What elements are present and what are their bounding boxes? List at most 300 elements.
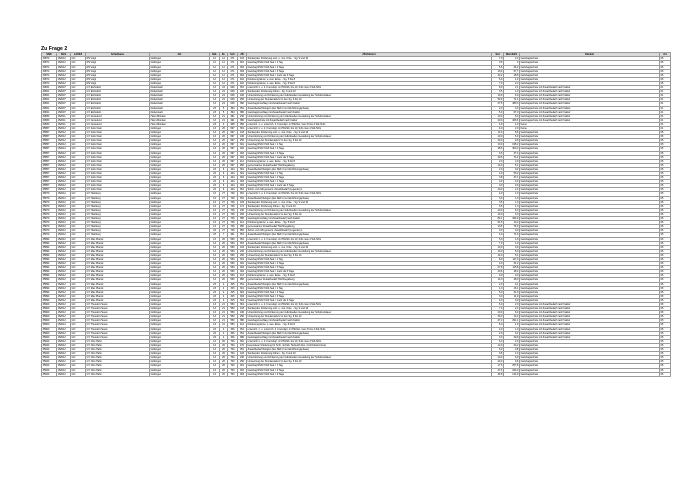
table-cell: GY Hainberg: [86, 208, 150, 212]
table-cell: 31,2: [504, 262, 520, 266]
table-cell: Ganztag RS/GY/GS Sek. I 3 Tage: [247, 372, 492, 376]
table-cell: Ganztagsschule: [520, 266, 660, 270]
table-cell: 649: [228, 102, 238, 106]
table-cell: 1,0: [504, 192, 520, 196]
table-cell: 152012: [57, 233, 71, 237]
table-cell: 17,5: [492, 364, 504, 368]
table-cell: Ganztagsschule: [520, 163, 660, 167]
table-cell: 35857: [42, 126, 57, 130]
table-cell: 01: [660, 122, 671, 126]
table-cell: 23: [210, 110, 220, 114]
table-cell: 649: [228, 86, 238, 90]
table-cell: Ganztagsschule: [520, 212, 660, 216]
table-cell: GY Hainberg: [86, 225, 150, 229]
table-cell: 950: [238, 229, 247, 233]
table-cell: 05: [660, 286, 671, 290]
table-cell: 26: [220, 163, 228, 167]
table-cell: Göttingen: [150, 253, 210, 257]
table-cell: 13: [210, 192, 220, 196]
table-cell: Zusatzbedarf Religion (bei SEK II nur Einführungsphase): [247, 348, 492, 352]
table-cell: GÖ: [71, 266, 86, 270]
table-cell: Förderung Einwr. u. aus. Erste. - Sg. 5 bis 8: [247, 274, 492, 278]
table-cell: 24: [220, 94, 228, 98]
table-cell: 152012: [57, 167, 71, 171]
table-cell: 13: [210, 257, 220, 261]
table-cell: Zusatzbedarf Religion (bei SEK II nur Einführungsphase): [247, 331, 492, 335]
table-cell: Ganztagsschule: [520, 237, 660, 241]
table-cell: 152012: [57, 208, 71, 212]
table-cell: Sonderpäd. Förderung höhen - Sg. 9 und 10: [247, 352, 492, 356]
table-cell: GY Felix Klein: [86, 163, 150, 167]
table-cell: Ganztagsschule: [520, 131, 660, 135]
table-cell: 13: [210, 126, 220, 130]
table-cell: 01: [660, 106, 671, 110]
table-cell: Ganztagsschule: [520, 180, 660, 184]
table-cell: GÖ: [71, 364, 86, 368]
table-cell: 301: [238, 172, 247, 176]
table-cell: Ganztagsschule mit Zusatzbedarf nach Faktor: [520, 106, 660, 110]
table-cell: Göttingen: [150, 372, 210, 376]
table-cell: Ganztagsschule: [520, 364, 660, 368]
table-cell: 152012: [57, 192, 71, 196]
table-cell: 26: [220, 339, 228, 343]
table-cell: 301: [238, 143, 247, 147]
table-cell: 697: [228, 131, 238, 135]
table-cell: 23: [210, 327, 220, 331]
table-cell: 530: [228, 278, 238, 282]
table-cell: 410: [238, 77, 247, 81]
table-cell: GY Felix Klein: [86, 151, 150, 155]
table-cell: 152012: [57, 212, 71, 216]
table-cell: Göttingen: [150, 176, 210, 180]
table-cell: Ganztag RS/GY/GS Sek. I 1 Tag: [247, 143, 492, 147]
table-cell: 300,2: [504, 147, 520, 151]
table-cell: 4: [220, 294, 228, 298]
table-cell: GÖ: [71, 290, 86, 294]
table-cell: Unterstützung und Förderung der individuellen Gestaltung der Schulzeitdauer: [247, 311, 492, 315]
table-cell: Umsetzung der Stundentafel 2 in den Sg. 6 bis 10: [247, 139, 492, 143]
table-cell: 21: [220, 319, 228, 323]
table-cell: 23: [210, 290, 220, 294]
column-header: KL: [220, 53, 228, 57]
table-cell: 700: [228, 348, 238, 352]
table-cell: 26: [220, 343, 228, 347]
table-cell: RS Voigt: [86, 65, 150, 69]
table-cell: unterricht 1. u. 2. Fremdspr. im Pflichtb. bis 10, SJG max 4 Std./SJG: [247, 339, 492, 343]
table-cell: 13: [210, 114, 220, 118]
table-cell: 23: [210, 286, 220, 290]
table-cell: 30821: [42, 86, 57, 90]
table-cell: 291,1: [504, 319, 520, 323]
table-cell: 152012: [57, 131, 71, 135]
table-cell: Umsetzung der Stundentafel 2 in den Sg. 6 bis 10: [247, 315, 492, 319]
table-cell: GY Max Planck: [86, 290, 150, 294]
table-cell: Göttingen: [150, 290, 210, 294]
table-cell: GÖ: [71, 81, 86, 85]
table-cell: Ganztagsschule mit Zusatzbedarf nach Faktor: [520, 331, 660, 335]
table-cell: 144,9: [504, 372, 520, 376]
table-cell: 394: [228, 106, 238, 110]
table-cell: 0,0: [492, 298, 504, 302]
table-cell: GÖ: [71, 204, 86, 208]
table-cell: 13: [210, 368, 220, 372]
table-cell: 2,0: [504, 339, 520, 343]
table-cell: 351: [238, 327, 247, 331]
table-cell: 649: [228, 98, 238, 102]
table-cell: Göttingen: [150, 274, 210, 278]
table-cell: 14,4: [504, 315, 520, 319]
table-cell: 491: [228, 118, 238, 122]
table-cell: 3,3: [492, 335, 504, 339]
table-cell: 152012: [57, 61, 71, 65]
table-cell: 05: [660, 229, 671, 233]
table-cell: Göttingen: [150, 335, 210, 339]
table-cell: 20: [220, 249, 228, 253]
table-cell: 4: [220, 290, 228, 294]
table-cell: GY Max Planck: [86, 241, 150, 245]
table-cell: 71,1: [504, 98, 520, 102]
table-cell: 05: [660, 217, 671, 221]
table-cell: 412: [238, 221, 247, 225]
table-cell: GÖ: [71, 225, 86, 229]
table-cell: 550: [228, 307, 238, 311]
table-cell: 10,0: [492, 311, 504, 315]
table-cell: 2,2: [504, 81, 520, 85]
table-cell: GÖ: [71, 323, 86, 327]
table-cell: 530: [228, 245, 238, 249]
table-cell: Ganztagsschule: [520, 200, 660, 204]
table-cell: 152012: [57, 184, 71, 188]
table-cell: 35924: [42, 360, 57, 364]
table-cell: 35924: [42, 339, 57, 343]
table-cell: 8,0: [492, 257, 504, 261]
table-cell: 410: [238, 81, 247, 85]
table-cell: 950: [238, 163, 247, 167]
table-cell: Göttingen: [150, 159, 210, 163]
table-cell: 47,2: [492, 319, 504, 323]
table-cell: 7,0: [492, 57, 504, 61]
table-cell: 2,0: [492, 159, 504, 163]
table-cell: 6,0: [504, 311, 520, 315]
table-cell: 35894: [42, 245, 57, 249]
table-cell: 152007: [57, 94, 71, 98]
table-cell: GY Max Planck: [86, 253, 150, 257]
table-cell: GÖ: [71, 307, 86, 311]
table-cell: 4,9: [492, 262, 504, 266]
table-cell: 2,2: [504, 188, 520, 192]
table-cell: 26: [220, 348, 228, 352]
table-cell: Duderstadt: [150, 86, 210, 90]
table-cell: 30872: [42, 73, 57, 77]
table-cell: GÖ: [71, 192, 86, 196]
table-cell: 271: [228, 81, 238, 85]
table-cell: GY Hainberg: [86, 221, 150, 225]
table-cell: 0: [504, 61, 520, 65]
table-cell: 749: [228, 217, 238, 221]
table-cell: GY Max Planck: [86, 278, 150, 282]
table-cell: 35870: [42, 200, 57, 204]
table-cell: 240: [238, 311, 247, 315]
table-cell: 05: [660, 151, 671, 155]
table-cell: 303: [238, 372, 247, 376]
table-cell: Ganztagsschule: [520, 270, 660, 274]
table-cell: GÖ: [71, 356, 86, 360]
table-cell: 303: [238, 294, 247, 298]
table-cell: 1,3: [504, 90, 520, 94]
table-cell: 05: [660, 57, 671, 61]
table-cell: 26: [220, 131, 228, 135]
table-cell: 749: [228, 208, 238, 212]
table-cell: 13: [210, 159, 220, 163]
table-cell: 26: [220, 143, 228, 147]
table-cell: Ganztagsschule: [520, 372, 660, 376]
table-cell: 1,0: [492, 286, 504, 290]
table-cell: 152012: [57, 225, 71, 229]
table-cell: GÖ: [71, 262, 86, 266]
table-cell: 30872: [42, 77, 57, 81]
table-cell: 30821: [42, 90, 57, 94]
table-cell: 67,0: [504, 110, 520, 114]
table-cell: Ganztagsschule mit Zusatzbedarf nach Faktor: [520, 114, 660, 118]
table-cell: Ganztagsschule: [520, 368, 660, 372]
table-cell: 05: [660, 298, 671, 302]
table-cell: Göttingen: [150, 327, 210, 331]
table-cell: 0,0: [504, 180, 520, 184]
table-cell: Göttingen: [150, 180, 210, 184]
table-cell: 257,8: [504, 364, 520, 368]
table-cell: 05: [660, 77, 671, 81]
table-cell: 24,2: [504, 343, 520, 347]
table-cell: Ganztag RS/GY/GS Sek. I 2 Tage: [247, 147, 492, 151]
table-cell: Schul- vom Mit gemeint. Zusatzbedarf (Legende) 1: [247, 229, 492, 233]
table-cell: GÖ: [71, 368, 86, 372]
table-cell: 30872: [42, 65, 57, 69]
table-cell: Ganztagsschule: [520, 184, 660, 188]
table-cell: 5,0: [492, 237, 504, 241]
table-cell: 23: [210, 106, 220, 110]
table-cell: Ganztagsschule: [520, 274, 660, 278]
table-cell: 35894: [42, 274, 57, 278]
table-cell: Unterstützung und Förderung der individuellen Gestaltung der Schulzeitdauer: [247, 249, 492, 253]
table-cell: Göttingen: [150, 339, 210, 343]
table-cell: 3,3: [504, 212, 520, 216]
table-cell: 8,6: [504, 131, 520, 135]
table-cell: 05: [660, 372, 671, 376]
table-cell: 01: [660, 110, 671, 114]
table-cell: 152012: [57, 290, 71, 294]
table-cell: Göttingen: [150, 208, 210, 212]
table-cell: 12: [220, 61, 228, 65]
table-cell: 05: [660, 188, 671, 192]
table-cell: 2,2: [504, 307, 520, 311]
table-cell: 749: [228, 192, 238, 196]
table-cell: GÖ: [71, 196, 86, 200]
table-cell: Ganztagsschule: [520, 360, 660, 364]
table-cell: Göttingen: [150, 266, 210, 270]
table-cell: 05: [660, 294, 671, 298]
table-cell: Duderstadt: [150, 90, 210, 94]
table-cell: 05: [660, 303, 671, 307]
table-cell: GÖ: [71, 298, 86, 302]
column-header: Klartext: [520, 53, 660, 57]
table-cell: GÖ: [71, 221, 86, 225]
table-cell: 35924: [42, 368, 57, 372]
table-cell: 12: [220, 77, 228, 81]
table-cell: Göttingen: [150, 343, 210, 347]
table-cell: 13: [210, 323, 220, 327]
table-cell: Ganztagsschule: [520, 290, 660, 294]
table-cell: Ganztagsschule mit Zusatzbedarf nach Faktor: [247, 118, 492, 122]
table-cell: 152012: [57, 126, 71, 130]
table-cell: 117,3: [504, 257, 520, 261]
table-cell: 23: [210, 335, 220, 339]
table-cell: 05: [660, 208, 671, 212]
table-cell: GY Max Planck: [86, 237, 150, 241]
table-cell: Göttingen: [150, 135, 210, 139]
table-cell: GÖ: [71, 282, 86, 286]
table-cell: 152012: [57, 237, 71, 241]
table-cell: 35924: [42, 364, 57, 368]
table-cell: 14,0: [492, 278, 504, 282]
table-cell: 13: [210, 348, 220, 352]
table-cell: 13: [210, 147, 220, 151]
table-cell: Göttingen: [150, 315, 210, 319]
table-cell: 700: [228, 372, 238, 376]
table-cell: 05: [660, 225, 671, 229]
table-cell: GY Theodor-Heuss: [86, 303, 150, 307]
table-cell: GY Theodor-Heuss: [86, 315, 150, 319]
table-cell: 35894: [42, 294, 57, 298]
table-cell: 4: [220, 335, 228, 339]
table-cell: unterrich. 1. u. unterrich. 2. Fremdspr. in Pflichtw. max 3 bzw 4 Std./SJG: [247, 327, 492, 331]
table-cell: 05: [660, 257, 671, 261]
table-cell: 13: [210, 204, 220, 208]
table-cell: 05: [660, 307, 671, 311]
table-cell: 35894: [42, 282, 57, 286]
table-cell: 5,6: [492, 65, 504, 69]
table-cell: GY Eichsfeld: [86, 86, 150, 90]
column-header: Std: [492, 53, 504, 57]
table-cell: 35894: [42, 278, 57, 282]
table-cell: GÖ: [71, 180, 86, 184]
table-cell: 152011: [57, 114, 71, 118]
table-cell: 152012: [57, 188, 71, 192]
table-cell: 13,4: [492, 69, 504, 73]
table-cell: 35857: [42, 188, 57, 192]
table-cell: 13: [210, 360, 220, 364]
table-cell: 697: [228, 147, 238, 151]
table-cell: Göttingen: [150, 131, 210, 135]
table-cell: 23: [210, 122, 220, 126]
table-cell: GÖ: [71, 77, 86, 81]
table-cell: Göttingen: [150, 245, 210, 249]
table-cell: Göttingen: [150, 262, 210, 266]
table-cell: GY Otto Hahn: [86, 352, 150, 356]
table-cell: 301: [238, 257, 247, 261]
table-cell: GÖ: [71, 172, 86, 176]
table-cell: Ganztagsschule: [520, 167, 660, 171]
table-cell: GÖ: [71, 188, 86, 192]
table-cell: 530: [228, 274, 238, 278]
table-cell: 152012: [57, 298, 71, 302]
table-cell: GÖ: [71, 352, 86, 356]
table-cell: 346: [228, 335, 238, 339]
table-cell: 26: [220, 126, 228, 130]
table-cell: 30872: [42, 57, 57, 61]
table-cell: 4,0: [492, 327, 504, 331]
table-cell: GY Felix Klein: [86, 139, 150, 143]
table-cell: 6,0: [504, 135, 520, 139]
table-cell: 3,0: [492, 294, 504, 298]
table-cell: Ganztagsschule: [520, 257, 660, 261]
table-cell: 2,1: [504, 86, 520, 90]
table-cell: Göttingen: [150, 143, 210, 147]
table-cell: 36,2: [504, 65, 520, 69]
table-cell: GY Grotefend: [86, 118, 150, 122]
table-cell: 1,0: [504, 327, 520, 331]
table-cell: 152012: [57, 262, 71, 266]
table-cell: GY Felix Klein: [86, 180, 150, 184]
table-cell: 35924: [42, 352, 57, 356]
table-cell: RS Voigt: [86, 81, 150, 85]
table-cell: Ganztagsschule: [520, 176, 660, 180]
table-cell: GÖ: [71, 311, 86, 315]
table-cell: 20,0: [492, 118, 504, 122]
table-cell: 76,3: [504, 225, 520, 229]
table-cell: 250: [238, 139, 247, 143]
table-cell: 30872: [42, 61, 57, 65]
table-cell: 700: [228, 356, 238, 360]
table-cell: 74,2: [504, 155, 520, 159]
table-cell: 697: [228, 159, 238, 163]
table-cell: 152012: [57, 282, 71, 286]
table-cell: 700: [228, 368, 238, 372]
table-cell: 152007: [57, 90, 71, 94]
table-cell: GÖ: [71, 335, 86, 339]
table-cell: 13: [210, 352, 220, 356]
table-cell: GÖ: [71, 122, 86, 126]
table-cell: Ganztag RS/GY/GS Sek. I 3 Tage: [247, 151, 492, 155]
table-cell: 27: [220, 200, 228, 204]
table-cell: Hann.Münden: [150, 114, 210, 118]
table-cell: 303: [238, 151, 247, 155]
table-cell: Unterstützung und Förderung der individuellen Gestaltung der Schulzeitdauer: [247, 135, 492, 139]
table-cell: 35900: [42, 335, 57, 339]
table-cell: Keine: [520, 122, 660, 126]
table-cell: Sonderpäd. Förderung einz. u. zus. Krite. - Sg. 9 und 10: [247, 200, 492, 204]
table-cell: GÖ: [71, 245, 86, 249]
table-cell: 303: [238, 69, 247, 73]
table-cell: GÖ: [71, 61, 86, 65]
table-cell: Ganztagsschule mit Zusatzbedarf nach Faktor: [520, 118, 660, 122]
table-cell: 697: [228, 143, 238, 147]
table-cell: GY Max Planck: [86, 270, 150, 274]
table-cell: 21: [220, 114, 228, 118]
table-cell: 05: [660, 204, 671, 208]
table-cell: 152012: [57, 229, 71, 233]
table-cell: 21: [220, 315, 228, 319]
table-cell: Ganztagszuschlag mit Zusatzbedarf nach Faktor: [247, 110, 492, 114]
table-cell: 530: [228, 262, 238, 266]
table-cell: 48,0: [504, 278, 520, 282]
table-cell: 01: [660, 90, 671, 94]
table-cell: 294,0: [504, 368, 520, 372]
table-cell: Sonderpäd. Förderung einz. u. zus. Krite. - Sg. 9 und 10: [247, 57, 492, 61]
table-cell: Göttingen: [150, 319, 210, 323]
table-cell: Ganztagsschule: [520, 192, 660, 196]
table-cell: 12: [210, 73, 220, 77]
table-cell: Sonderpäd. Förderung einz. u. zus. Krite. - Sg. 9 und 10: [247, 245, 492, 249]
